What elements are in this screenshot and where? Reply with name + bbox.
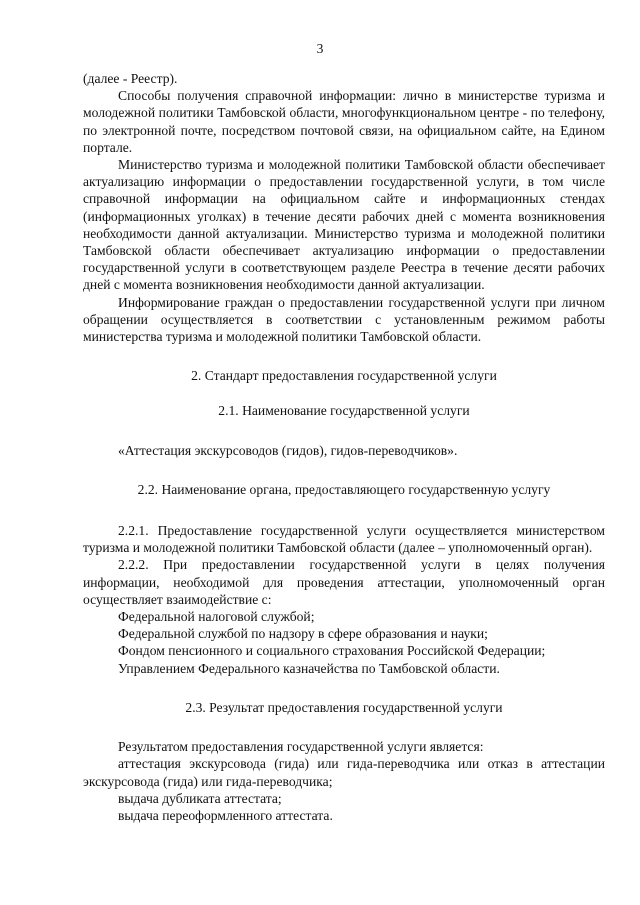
- paragraph-personal-inform: Информирование граждан о предоставлении государственной услуги при личном обращении осуществляется в соответствии с установленным режимом работы министерства туризма и молодежной политики Тамбовской области.: [83, 294, 605, 345]
- paragraph-reestr-tail: (далее - Реестр).: [83, 71, 178, 86]
- heading-service-name: 2.1. Наименование государственной услуги: [218, 403, 470, 419]
- agency-item: Управлением Федерального казначейства по Тамбовской области.: [118, 660, 500, 676]
- page-number: 3: [316, 41, 324, 56]
- paragraph-info-update: Министерство туризма и молодежной политики Тамбовской области обеспечивает актуализацию информации о предоставлении государственной услуги, в том числе справочной информации на официальном сайте и информационных стендах (информационных уголках) в течение десяти рабочих дней с момента возникновения необходимости данной актуализации. Министерство туризма и молодежной политики Тамбовской области обеспечивает актуализацию информации о предоставлении государственной услуги в соответствующем разделе Реестра в течение десяти рабочих дней с момента возникновения необходимости данной актуализации.: [83, 157, 605, 293]
- result-item: выдача переоформленного аттестата.: [118, 807, 333, 823]
- result-item: аттестация экскурсовода (гида) или гида-переводчика или отказ в аттестации экскурсовода (гида) или гида-переводчика;: [83, 756, 605, 789]
- paragraph-2-2-2: 2.2.2. При предоставлении государственной услуги в целях получения информации, необходимой для проведения аттестации, уполномоченный орган осуществляет взаимодействие с:: [83, 557, 605, 607]
- heading-result: 2.3. Результат предоставления государственной услуги: [185, 699, 503, 715]
- paragraph-info-methods: Способы получения справочной информации: лично в министерстве туризма и молодежной политики Тамбовской области, многофункциональном центре - по телефону, по электронной почте, посредством почтовой связи, на официальном сайте, на Едином портале.: [83, 88, 605, 155]
- paragraph-2-2-1: 2.2.1. Предоставление государственной услуги осуществляется министерством туризма и молодежной политики Тамбовской области (далее – уполномоченный орган).: [83, 523, 605, 556]
- agency-item: Федеральной службой по надзору в сфере образования и науки;: [118, 626, 488, 642]
- agency-item: Федеральной налоговой службой;: [118, 609, 315, 625]
- heading-authority: 2.2. Наименование органа, предоставляющего государственную услугу: [137, 481, 551, 497]
- result-intro: Результатом предоставления государственной услуги является:: [118, 739, 484, 755]
- service-name-text: «Аттестация экскурсоводов (гидов), гидов-переводчиков».: [118, 442, 458, 458]
- document-body: [83, 70, 605, 824]
- agency-item: Фондом пенсионного и социального страхования Российской Федерации;: [118, 643, 546, 659]
- result-item: выдача дубликата аттестата;: [118, 790, 282, 806]
- heading-standard: 2. Стандарт предоставления государственной услуги: [191, 368, 497, 384]
